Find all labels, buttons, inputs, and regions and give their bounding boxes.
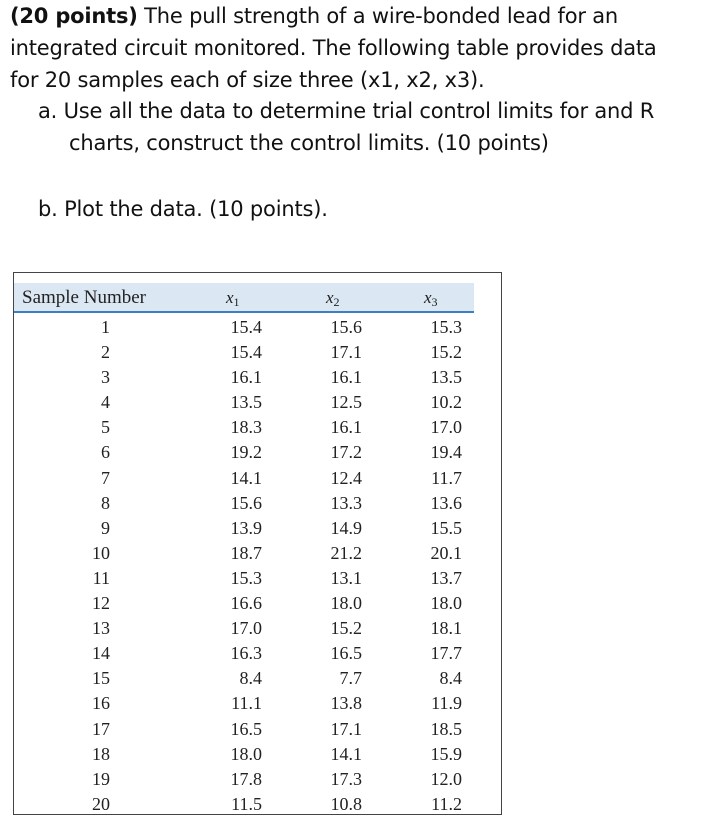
cell-sample-number: 19: [92, 768, 110, 789]
cell-x1: 14.1: [230, 467, 262, 488]
table-row: [14, 691, 474, 716]
cell-x1: 15.4: [230, 317, 262, 337]
cell-sample-number: 14: [92, 643, 110, 664]
cell-x1: 18.3: [230, 417, 262, 438]
cell-sample-number: 3: [101, 367, 110, 388]
cell-x1: 8.4: [239, 668, 262, 689]
table-row: [14, 566, 474, 591]
data-table: [13, 272, 502, 815]
cell-x2: 12.4: [330, 467, 362, 488]
cell-x1: 15.6: [230, 492, 262, 513]
cell-x3: 13.7: [430, 567, 462, 588]
cell-x1: 13.5: [230, 392, 262, 413]
cell-x3: 13.6: [430, 492, 462, 513]
question-line-3: for 20 samples each of size three (x1, x2, x3).: [10, 68, 485, 92]
cell-sample-number: 4: [101, 392, 110, 413]
header-x2: [326, 286, 340, 311]
cell-x1: 13.9: [230, 517, 262, 538]
table-row: [14, 591, 474, 616]
table-row: [14, 340, 474, 365]
cell-sample-number: 11: [92, 567, 110, 588]
cell-x2: 18.0: [330, 593, 362, 614]
header-x3-sub: 3: [431, 295, 438, 309]
cell-x3: 11.9: [431, 693, 462, 714]
cell-x1: 17.8: [230, 768, 262, 789]
cell-x2: 13.1: [330, 567, 362, 588]
table-row: [14, 466, 474, 491]
part-a-line-2: charts, construct the control limits. (10 points): [69, 131, 549, 155]
cell-sample-number: 6: [101, 442, 110, 463]
table-row: [14, 616, 474, 641]
table-row: [14, 666, 474, 691]
cell-x3: 17.0: [430, 417, 462, 438]
cell-x3: 10.2: [430, 392, 462, 413]
cell-x2: 16.5: [330, 643, 362, 664]
cell-x3: 18.0: [430, 593, 462, 614]
cell-x1: 16.1: [230, 367, 262, 388]
cell-x3: 20.1: [430, 542, 462, 563]
header-x1-base: x: [226, 288, 234, 307]
table-row: [14, 742, 474, 767]
header-sample-number: Sample Number: [22, 287, 147, 308]
cell-x3: 12.0: [430, 768, 462, 789]
table-body: [14, 315, 474, 817]
table-row: [14, 641, 474, 666]
table-row: [14, 717, 474, 742]
cell-x3: 15.2: [430, 342, 462, 363]
table-row: [14, 390, 474, 415]
cell-x1: 11.5: [231, 793, 262, 814]
cell-x2: 12.5: [330, 392, 362, 413]
cell-sample-number: 16: [92, 693, 110, 714]
cell-x1: 11.1: [231, 693, 262, 714]
table-row: [14, 792, 474, 817]
cell-x2: 17.1: [330, 718, 362, 739]
header-x3: [424, 286, 438, 311]
cell-x2: 14.1: [330, 743, 362, 764]
cell-x1: 16.6: [230, 593, 262, 614]
table-row: [14, 415, 474, 440]
cell-x1: 17.0: [230, 618, 262, 639]
cell-x2: 10.8: [330, 793, 362, 814]
cell-sample-number: 10: [92, 542, 110, 563]
cell-x1: 18.7: [230, 542, 262, 563]
cell-x2: 16.1: [330, 367, 362, 388]
table-row: [14, 541, 474, 566]
header-x1: [226, 286, 240, 311]
cell-x3: 15.3: [430, 317, 462, 337]
header-x1-sub: 1: [233, 295, 240, 309]
cell-sample-number: 8: [101, 492, 110, 513]
cell-sample-number: 12: [92, 593, 110, 614]
part-a-line-1: a. Use all the data to determine trial control limits for and R: [38, 99, 655, 123]
cell-sample-number: 5: [101, 417, 110, 438]
table-row: [14, 767, 474, 792]
cell-x2: 14.9: [330, 517, 362, 538]
cell-x3: 18.5: [430, 718, 462, 739]
table-row: [14, 440, 474, 465]
table-row: [14, 365, 474, 390]
cell-sample-number: 17: [92, 718, 110, 739]
table-row: [14, 516, 474, 541]
table-row: [14, 491, 474, 516]
question-line-2: integrated circuit monitored. The following table provides data: [10, 36, 657, 60]
cell-x2: 21.2: [330, 542, 362, 563]
cell-x2: 7.7: [339, 668, 362, 689]
cell-x1: 15.3: [230, 567, 262, 588]
cell-sample-number: 1: [101, 317, 110, 337]
header-x3-base: x: [424, 288, 432, 307]
points-label: (20 points): [10, 4, 138, 28]
header-x2-sub: 2: [333, 295, 340, 309]
cell-x2: 16.1: [330, 417, 362, 438]
cell-sample-number: 20: [92, 793, 110, 814]
cell-x2: 15.6: [330, 317, 362, 337]
question-text: [10, 0, 710, 96]
cell-sample-number: 9: [101, 517, 110, 538]
cell-sample-number: 7: [101, 467, 110, 488]
cell-x2: 13.3: [330, 492, 362, 513]
cell-sample-number: 18: [92, 743, 110, 764]
cell-x3: 19.4: [430, 442, 462, 463]
cell-x3: 11.7: [431, 467, 462, 488]
cell-x3: 15.5: [430, 517, 462, 538]
cell-sample-number: 15: [92, 668, 110, 689]
cell-x1: 16.3: [230, 643, 262, 664]
cell-sample-number: 13: [92, 618, 110, 639]
cell-sample-number: 2: [101, 342, 110, 363]
cell-x1: 16.5: [230, 718, 262, 739]
table-header: [14, 283, 474, 313]
cell-x2: 17.1: [330, 342, 362, 363]
cell-x2: 17.3: [330, 768, 362, 789]
cell-x3: 17.7: [430, 643, 462, 664]
cell-x3: 11.2: [431, 793, 462, 814]
cell-x2: 17.2: [330, 442, 362, 463]
cell-x2: 15.2: [330, 618, 362, 639]
cell-x3: 15.9: [430, 743, 462, 764]
part-b: b. Plot the data. (10 points).: [38, 197, 328, 221]
cell-x1: 15.4: [230, 342, 262, 363]
cell-x1: 19.2: [230, 442, 262, 463]
cell-x3: 13.5: [430, 367, 462, 388]
cell-x2: 13.8: [330, 693, 362, 714]
cell-x3: 8.4: [439, 668, 462, 689]
header-x2-base: x: [326, 288, 334, 307]
cell-x1: 18.0: [230, 743, 262, 764]
table-row: [14, 315, 474, 340]
question-line-1-rest: The pull strength of a wire-bonded lead for an: [137, 4, 619, 28]
question-line-1: [10, 0, 710, 32]
cell-x3: 18.1: [430, 618, 462, 639]
